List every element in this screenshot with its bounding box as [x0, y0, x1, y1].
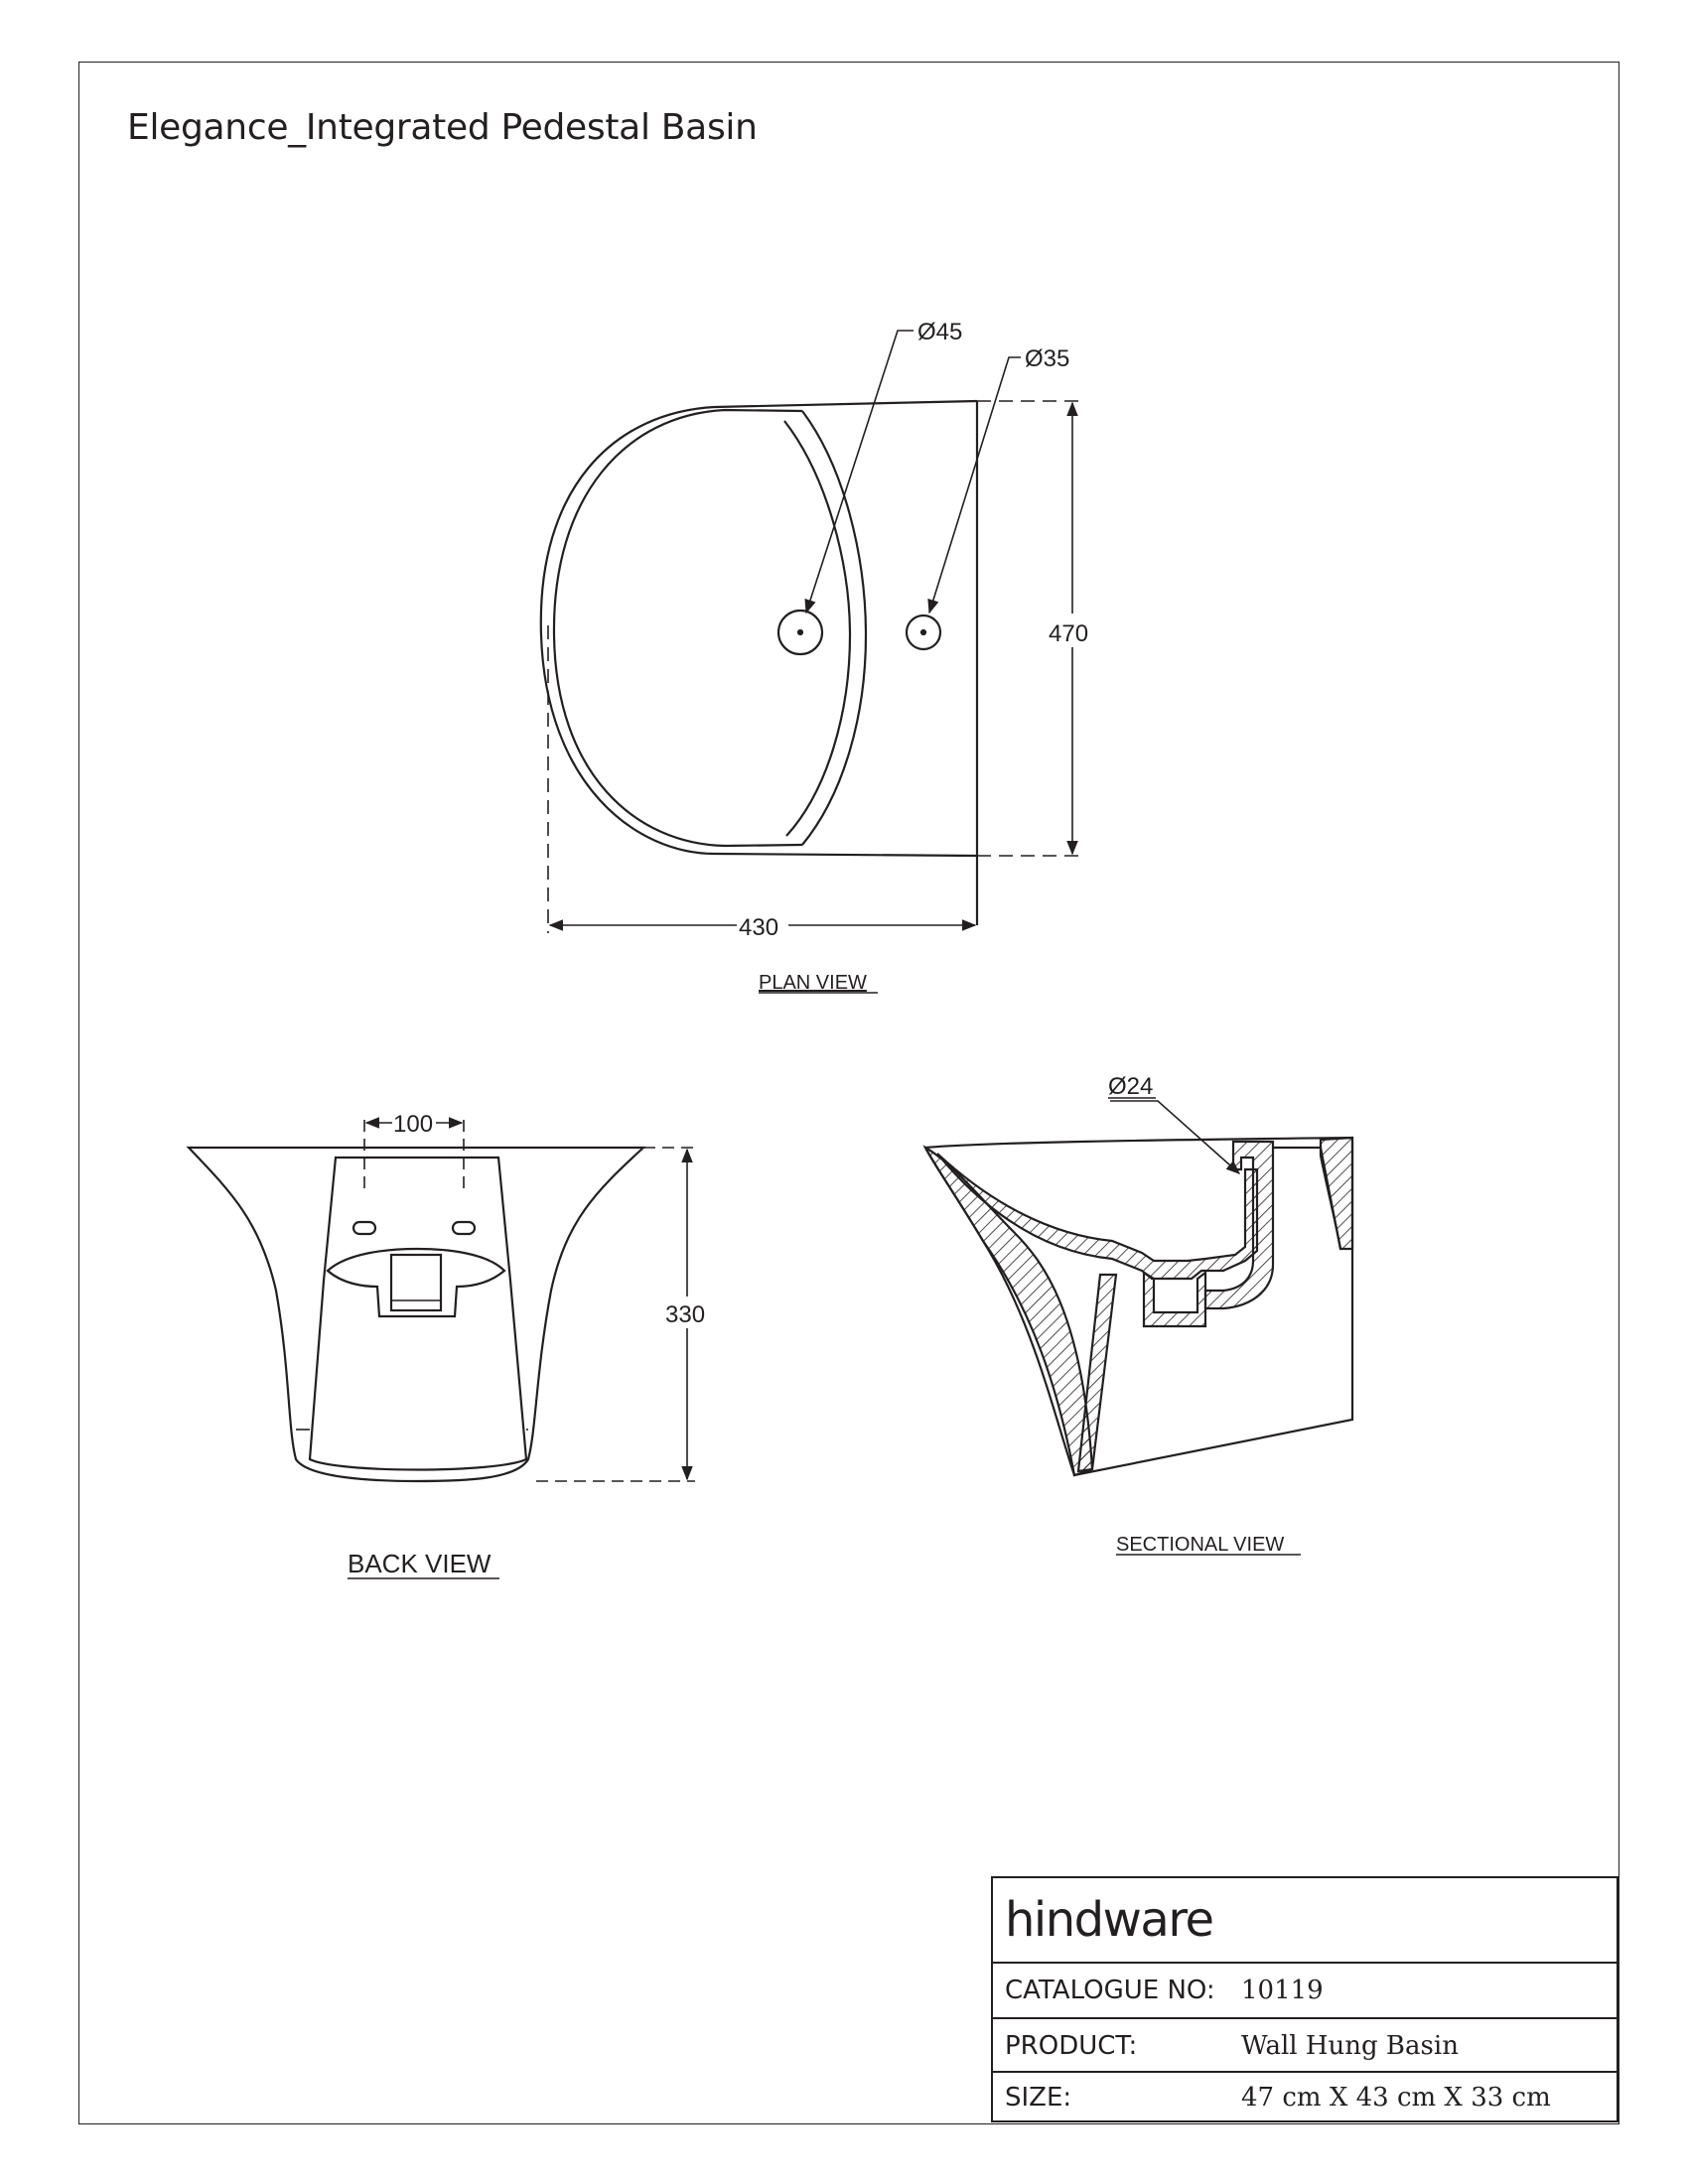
- section-dim-overflow: Ø24: [1108, 1073, 1154, 1100]
- size-value: 47 cm X 43 cm X 33 cm: [1241, 2083, 1551, 2113]
- plan-view: [541, 331, 1082, 933]
- overflow-leader: [1110, 1101, 1239, 1173]
- plan-dim-depth: 470: [1049, 620, 1089, 647]
- catalogue-row: [993, 1962, 1617, 2017]
- waste-hole-leader: [806, 331, 914, 613]
- section-outer-body: [925, 1138, 1352, 1475]
- back-view: [189, 1120, 695, 1481]
- catalogue-value: 10119: [1241, 1976, 1324, 2005]
- size-label: SIZE:: [1005, 2083, 1072, 2113]
- plan-inner-bowl: [554, 410, 802, 846]
- plan-dim-tap-hole: Ø35: [1025, 345, 1070, 372]
- product-row: [993, 2017, 1617, 2071]
- back-waste-outlet: [328, 1249, 504, 1316]
- sectional-view: [925, 1101, 1352, 1475]
- tap-hole-leader: [929, 357, 1021, 613]
- back-pedestal-panel: [310, 1158, 526, 1470]
- plan-dim-waste-hole: Ø45: [917, 319, 963, 345]
- section-overflow-channel: [1205, 1142, 1273, 1308]
- plan-bowl-rim-side: [802, 411, 866, 845]
- product-value: Wall Hung Basin: [1241, 2031, 1459, 2061]
- section-trap: [1144, 1273, 1205, 1326]
- plan-dim-width: 430: [739, 914, 779, 941]
- fixing-slot-left: [353, 1222, 375, 1234]
- product-label: PRODUCT:: [1005, 2031, 1138, 2061]
- brand-logo: hindware: [1005, 1892, 1213, 1948]
- section-pedestal-wall: [1078, 1275, 1116, 1471]
- section-left-wall: [925, 1148, 1092, 1475]
- catalogue-label: CATALOGUE NO:: [1005, 1976, 1215, 2005]
- plan-view-label: PLAN VIEW: [759, 972, 867, 994]
- size-row: [993, 2071, 1617, 2120]
- fixing-slot-right: [453, 1222, 475, 1234]
- drawing-title: Elegance_Integrated Pedestal Basin: [127, 107, 758, 148]
- back-dim-fixing-spacing: 100: [393, 1111, 434, 1138]
- back-view-label: BACK VIEW: [348, 1549, 492, 1578]
- back-outer-profile: [189, 1148, 643, 1481]
- plan-outer-rim: [541, 401, 977, 856]
- sectional-view-label: SECTIONAL VIEW: [1116, 1534, 1285, 1556]
- title-block: [991, 1876, 1618, 2122]
- back-dim-height: 330: [665, 1301, 706, 1328]
